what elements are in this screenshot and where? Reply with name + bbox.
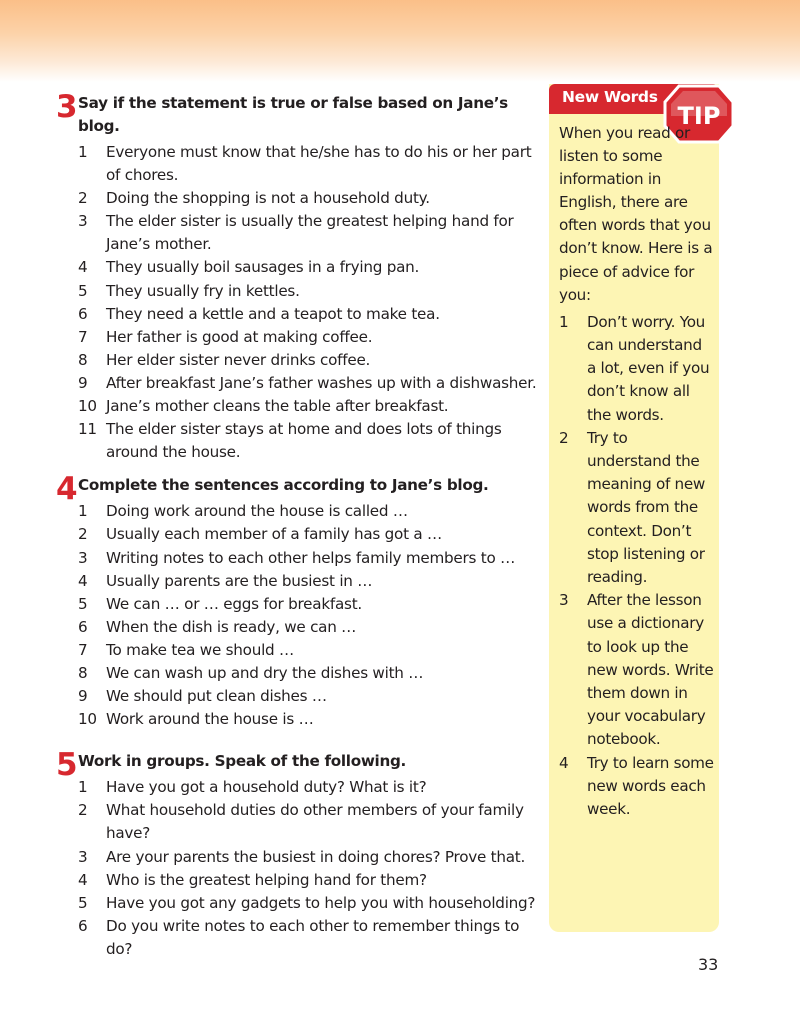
list-item: 3 After the lesson use a dictionary to look up the new words. Write them down in your vocabulary notebook. [559, 591, 714, 749]
exercise-5 [56, 747, 546, 961]
list-item: 3 The elder sister is usually the greatest helping hand for Jane’s mother. [78, 212, 514, 254]
list-item: 2 Doing the shopping is not a household duty. [78, 189, 430, 208]
exercise-title: Complete the sentences according to Jane’s blog. [78, 476, 489, 495]
tip-content [559, 122, 714, 821]
tip-list [559, 311, 714, 821]
list-item: 5 We can … or … eggs for breakfast. [78, 594, 362, 613]
exercise-number: 4 [56, 471, 78, 508]
list-item: 10 Jane’s mother cleans the table after breakfast. [78, 397, 449, 416]
exercise-number: 3 [56, 89, 78, 125]
list-item: 2 Try to understand the meaning of new words from the context. Don’t stop listening or reading. [559, 428, 706, 586]
list-item: 3 Are your parents the busiest in doing chores? Prove that. [78, 847, 526, 866]
list-item: 11 The elder sister stays at home and does lots of things around the house. [78, 420, 502, 462]
exercise-4 [56, 471, 546, 731]
top-decorative-band [0, 0, 800, 82]
list-item: 6 When the dish is ready, we can … [78, 617, 357, 636]
list-item: 8 We can wash up and dry the dishes with … [78, 663, 424, 682]
list-item: 7 To make tea we should … [78, 640, 294, 659]
exercise-3 [56, 89, 546, 464]
exercise-items [78, 500, 546, 731]
list-item: 5 Have you got any gadgets to help you with householding? [78, 893, 536, 912]
exercise-title: Work in groups. Speak of the following. [78, 752, 407, 771]
exercise-items [78, 141, 546, 464]
tip-badge-label: TIP [677, 102, 721, 130]
exercise-number: 5 [56, 747, 78, 784]
tip-intro: When you read or listen to some information in English, there are often words that you don’t know. Here is a piece of advice for you: [559, 124, 713, 304]
list-item: 6 Do you write notes to each other to remember things to do? [78, 916, 520, 958]
list-item: 1 Don’t worry. You can understand a lot, even if you don’t know all the words. [559, 312, 710, 424]
list-item: 2 What household duties do other members of your family have? [78, 801, 524, 843]
list-item: 5 They usually fry in kettles. [78, 281, 300, 300]
list-item: 2 Usually each member of a family has got a … [78, 525, 442, 544]
list-item: 9 After breakfast Jane’s father washes up with a dishwasher. [78, 373, 537, 392]
list-item: 4 Try to learn some new words each week. [559, 753, 714, 819]
list-item: 1 Have you got a household duty? What is it? [78, 778, 427, 797]
tip-header-label: New Words [562, 88, 658, 106]
list-item: 4 They usually boil sausages in a frying pan. [78, 258, 420, 277]
exercise-title: Say if the statement is true or false based on Jane’s blog. [78, 94, 508, 135]
list-item: 6 They need a kettle and a teapot to make tea. [78, 304, 440, 323]
exercise-items [78, 776, 546, 961]
list-item: 4 Usually parents are the busiest in … [78, 571, 373, 590]
list-item: 1 Doing work around the house is called … [78, 502, 408, 521]
page-number: 33 [698, 955, 719, 974]
list-item: 3 Writing notes to each other helps family members to … [78, 548, 516, 567]
list-item: 8 Her elder sister never drinks coffee. [78, 350, 371, 369]
list-item: 9 We should put clean dishes … [78, 687, 327, 706]
list-item: 7 Her father is good at making coffee. [78, 327, 373, 346]
list-item: 1 Everyone must know that he/she has to do his or her part of chores. [78, 143, 532, 185]
list-item: 4 Who is the greatest helping hand for them? [78, 870, 427, 889]
list-item: 10 Work around the house is … [78, 710, 314, 729]
exercises-column [56, 89, 546, 961]
